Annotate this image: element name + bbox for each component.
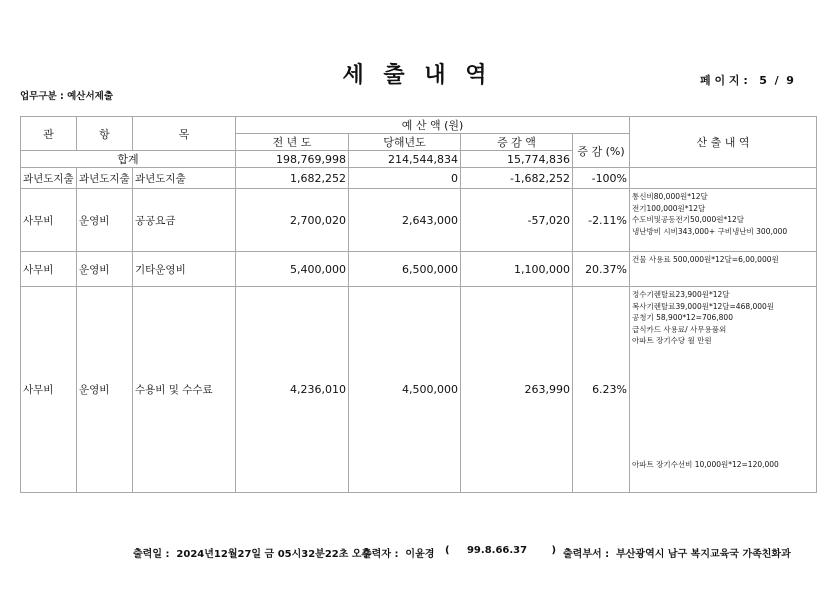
row-calc-detail (630, 252, 817, 287)
row-this-year: 4,500,000 (349, 287, 461, 493)
header-prev-year: 전 년 도 (236, 134, 349, 151)
header-mok: 목 (133, 117, 236, 151)
calc-line: 공청기 58,900*12=706,800 (632, 313, 733, 322)
row-calc-detail (630, 189, 817, 252)
row-prev-year: 1,682,252 (236, 168, 349, 189)
header-calc: 산 출 내 역 (630, 117, 817, 168)
row-prev-year: 5,400,000 (236, 252, 349, 287)
row-diff: 263,990 (461, 287, 573, 493)
row-mok: 기타운영비 (133, 252, 236, 287)
row-pct: -100% (573, 168, 630, 189)
row-this-year: 2,643,000 (349, 189, 461, 252)
header-row-top (21, 117, 817, 134)
row-pct: 20.37% (573, 252, 630, 287)
row-mok: 공공요금 (133, 189, 236, 252)
calc-line: 냉난방비 시비343,000+ 구비냉난비 300,000 (632, 226, 788, 236)
row-gwan: 과년도지출 (21, 168, 77, 189)
table-row (21, 287, 817, 493)
header-this-year: 당해년도 (349, 134, 461, 151)
row-this-year: 0 (349, 168, 461, 189)
calc-line: 정수기렌탈료23,900원*12달 (632, 290, 730, 299)
row-prev-year: 2,700,020 (236, 189, 349, 252)
row-calc-detail (630, 287, 817, 493)
calc-line: 건물 사용료 500,000원*12달=6,00,000원 (632, 255, 779, 264)
calc-line: 전기100,000원*12달 (632, 203, 706, 213)
row-hang: 운영비 (77, 252, 133, 287)
calc-line: 수도비및공동전기50,000원*12달 (632, 215, 745, 224)
header-gwan: 관 (21, 117, 77, 151)
expenditure-table (20, 116, 817, 493)
page-indicator: 페 이 지 : 5 / 9 (700, 74, 794, 87)
row-hang: 운영비 (77, 287, 133, 493)
row-diff: 1,100,000 (461, 252, 573, 287)
header-diff-pct: 증 감 (%) (573, 134, 630, 168)
totals-label: 합계 (21, 151, 236, 168)
totals-prev-year: 198,769,998 (236, 151, 349, 168)
table-row (21, 189, 817, 252)
footer-department: 출력부서 : 부산광역시 남구 복지교육국 가족친화과 (563, 549, 791, 560)
header-diff: 증 감 액 (461, 134, 573, 151)
row-calc-detail (630, 168, 817, 189)
work-division-label: 업무구분 : 예산서제출 (20, 91, 114, 102)
header-budget-group: 예 산 액 (원) (236, 117, 630, 134)
totals-diff: 15,774,836 (461, 151, 573, 168)
row-pct: -2.11% (573, 189, 630, 252)
totals-this-year: 214,544,834 (349, 151, 461, 168)
calc-bottom-note: 아파트 장기수선비 10,000원*12=120,000 (632, 459, 779, 469)
calc-line: 통신비80,000원*12달 (632, 192, 708, 201)
row-mok: 수용비 및 수수료 (133, 287, 236, 493)
table-row (21, 168, 817, 189)
calc-line: 급식카드 사용료/ 사무용품외 (632, 324, 727, 334)
footer-printed-by: 출력자 : 이윤경 (362, 549, 435, 560)
page-title: 세 출 내 역 (342, 63, 493, 88)
calc-line: 아파트 장기수당 월 만원 (632, 336, 712, 345)
row-gwan: 사무비 (21, 287, 77, 493)
row-hang: 운영비 (77, 189, 133, 252)
footer-printed-at: 출력일 : 2024년12월27일 금 05시32분22초 오후 (133, 549, 372, 560)
header-hang: 항 (77, 117, 133, 151)
footer-ip: ( 99.8.66.37 ) (445, 545, 557, 556)
row-mok: 과년도지출 (133, 168, 236, 189)
row-diff: -1,682,252 (461, 168, 573, 189)
row-gwan: 사무비 (21, 189, 77, 252)
table-row (21, 252, 817, 287)
row-diff: -57,020 (461, 189, 573, 252)
calc-line: 복사기렌탈료39,000원*12달=468,000원 (632, 301, 775, 311)
row-gwan: 사무비 (21, 252, 77, 287)
row-hang: 과년도지출 (77, 168, 133, 189)
row-prev-year: 4,236,010 (236, 287, 349, 493)
row-pct: 6.23% (573, 287, 630, 493)
row-this-year: 6,500,000 (349, 252, 461, 287)
